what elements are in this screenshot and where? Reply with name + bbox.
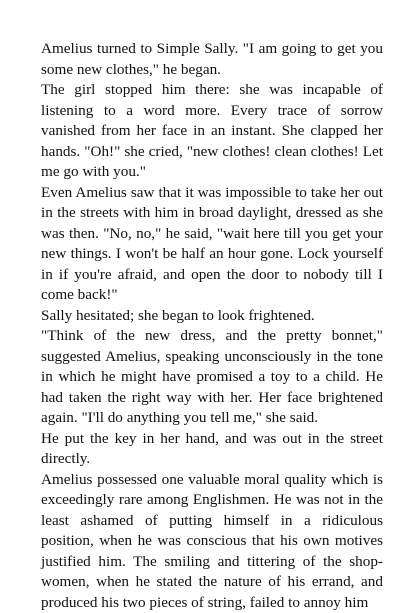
paragraph-5: "Think of the new dress, and the pretty bonnet," suggested Amelius, speaking unconsciously in the tone in which he might have promised a toy to a child. He had taken the right way with her. Her face brightened again. "I'll do anything you tell me," she said.: [41, 326, 383, 429]
paragraph-7: Amelius possessed one valuable moral quality which is exceedingly rare among Englishmen. He was not in the least ashamed of putting himself in a ridiculous position, when he was conscious that his own motives justified him. The smiling and tittering of the shop-women, when he stated the nature of his errand, and produced his two pieces of string, failed to annoy him: [41, 470, 383, 613]
paragraph-2: The girl stopped him there: she was incapable of listening to a word more. Every trace of sorrow vanished from her face in an instant. She clapped her hands. "Oh!" she cried, "new clothes! clean clothes! Let me go with you.": [41, 80, 383, 183]
paragraph-3: Even Amelius saw that it was impossible to take her out in the streets with him in broad daylight, dressed as she was then. "No, no," he said, "wait here till you get your new things. I won't be half an hour gone. Lock yourself in if you're afraid, and open the door to nobody till I come back!": [41, 183, 383, 306]
paragraph-1: Amelius turned to Simple Sally. "I am going to get you some new clothes," he began.: [41, 39, 383, 80]
paragraph-4: Sally hesitated; she began to look frightened.: [41, 306, 383, 327]
paragraph-6: He put the key in her hand, and was out in the street directly.: [41, 429, 383, 470]
